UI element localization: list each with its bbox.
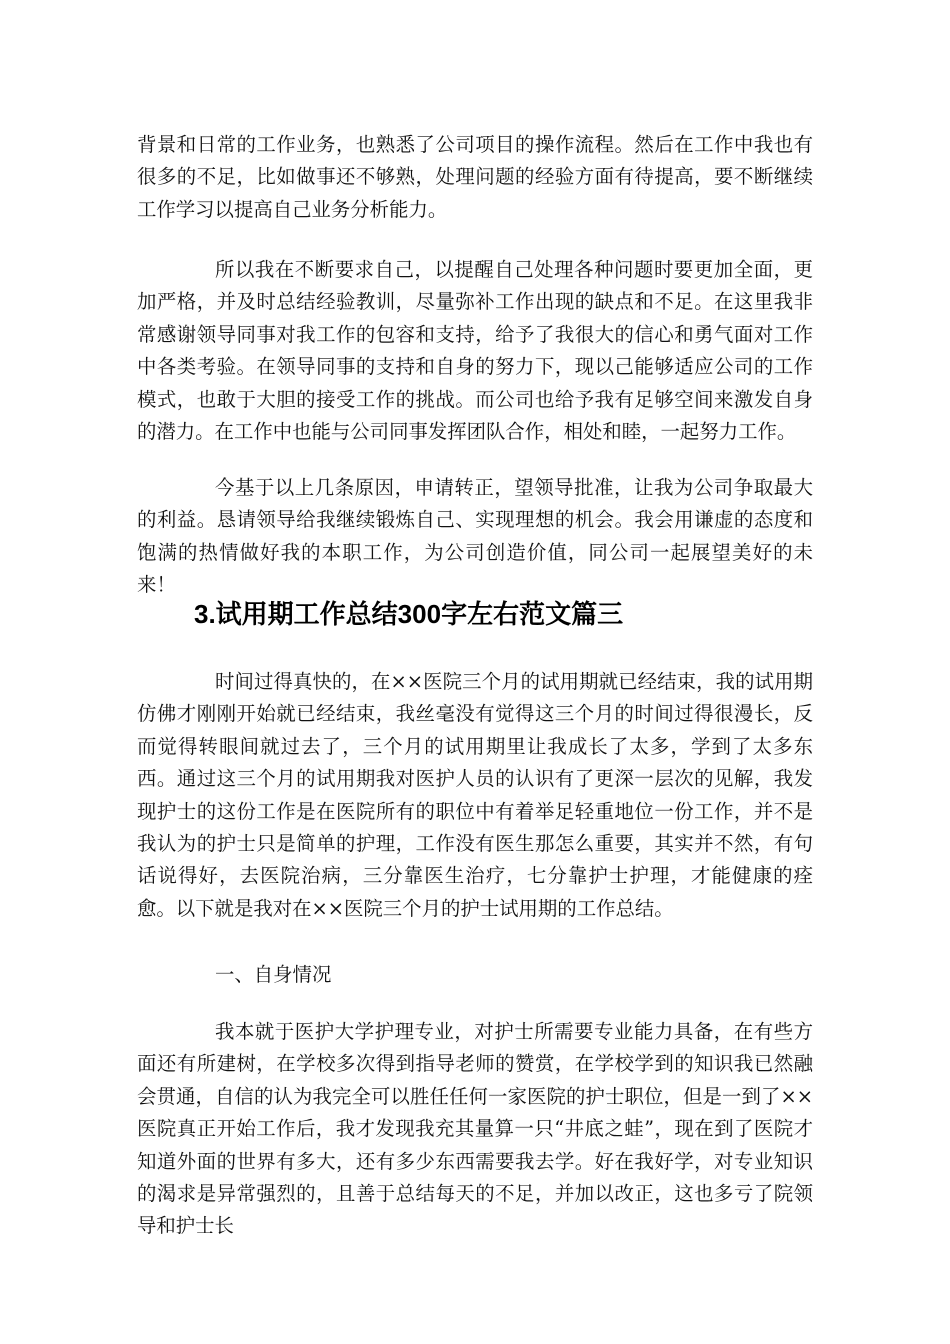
paragraph-application: 今基于以上几条原因，申请转正，望领导批准，让我为公司争取最大的利益。恳请领导给我继续锻炼自己、实现理想的机会。我会用谦虚的态度和饱满的热情做好我的本职工作，为公司创造价值，同公司一起展望美好的未来！ <box>137 476 813 597</box>
subheading-self-situation: 一、自身情况 <box>215 963 332 986</box>
paragraph-intro: 时间过得真快的，在××医院三个月的试用期就已经结束，我的试用期仿佛才刚刚开始就已经结束，我丝毫没有觉得这三个月的时间过得很漫长，反而觉得转眼间就过去了，三个月的试用期里让我成长了太多，学到了太多东西。通过这三个月的试用期我对医护人员的认识有了更深一层次的见解，我发现护士的这份工作是在医院所有的职位中有着举足轻重地位一份工作，并不是我认为的护士只是简单的护理，工作没有医生那怎么重要，其实并不然，有句话说得好，去医院治病，三分靠医生治疗，七分靠护士护理，才能健康的痊愈。以下就是我对在××医院三个月的护士试用期的工作总结。 <box>137 670 813 920</box>
section-heading: 3.试用期工作总结300字左右范文篇三 <box>194 599 624 629</box>
paragraph-self-requirement: 所以我在不断要求自己，以提醒自己处理各种问题时要更加全面，更加严格，并及时总结经验教训，尽量弥补工作出现的缺点和不足。在这里我非常感谢领导同事对我工作的包容和支持，给予了我很大的信心和勇气面对工作中各类考验。在领导同事的支持和自身的努力下，现以己能够适应公司的工作模式，也敢于大胆的接受工作的挑战。而公司也给予我有足够空间来激发自身的潜力。在工作中也能与公司同事发挥团队合作，相处和睦，一起努力工作。 <box>137 258 813 444</box>
paragraph-self-situation: 我本就于医护大学护理专业，对护士所需要专业能力具备，在有些方面还有所建树，在学校多次得到指导老师的赞赏，在学校学到的知识我已然融会贯通，自信的认为我完全可以胜任任何一家医院的护士职位，但是一到了××医院真正开始工作后，我才发现我充其量算一只“井底之蛙”，现在到了医院才知道外面的世界有多大，还有多少东西需要我去学。好在我好学，对专业知识的渴求是异常强烈的，且善于总结每天的不足，并加以改正，这也多亏了院领导和护士长 <box>137 1020 813 1238</box>
paragraph-continuation: 背景和日常的工作业务，也熟悉了公司项目的操作流程。然后在工作中我也有很多的不足，比如做事还不够熟，处理问题的经验方面有待提高，要不断继续工作学习以提高自己业务分析能力。 <box>137 133 813 221</box>
